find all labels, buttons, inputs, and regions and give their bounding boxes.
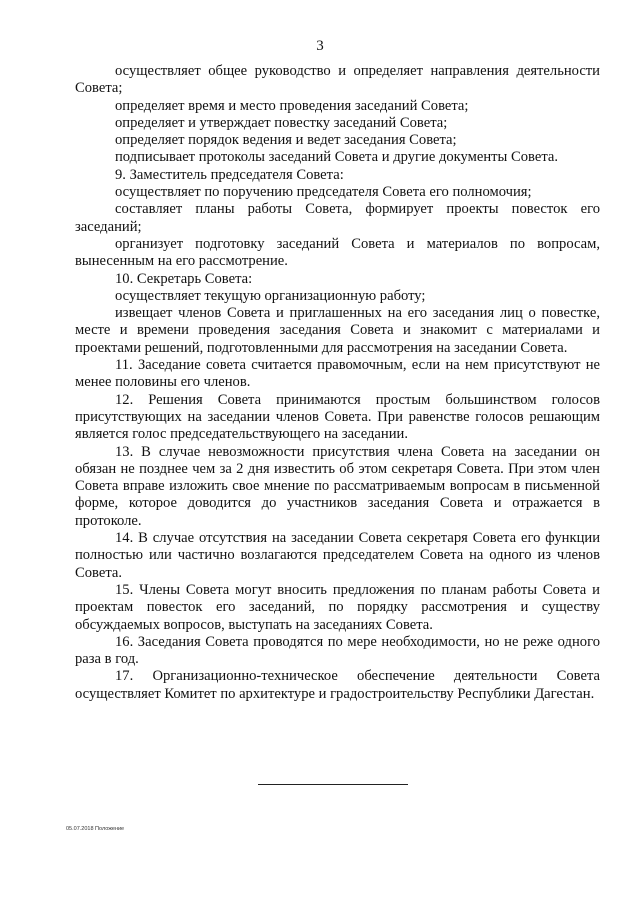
numbered-paragraph: 12. Решения Совета принимаются простым большинством голосов присутствующих на заседании членов Совета. При равенстве голосов решающим является голос председательствующего на заседании. — [75, 391, 600, 443]
paragraph: осуществляет текущую организационную работу; — [115, 287, 426, 304]
paragraph: определяет время и место проведения заседаний Совета; — [115, 97, 469, 114]
numbered-paragraph: 11. Заседание совета считается правомочным, если на нем присутствуют не менее половины его членов. — [75, 357, 600, 391]
numbered-paragraph: 13. В случае невозможности присутствия члена Совета на заседании он обязан не позднее чем за 2 дня известить об этом секретаря Совета. При этом член Совета вправе изложить свое мнение по рассматриваемым вопросам в письменной форме, которое доводится до участников заседания Совета и отражается в протоколе. — [75, 443, 600, 529]
section-heading: 10. Секретарь Совета: — [115, 270, 253, 287]
paragraph: осуществляет по поручению председателя Совета его полномочия; — [115, 184, 532, 201]
numbered-paragraph: 14. В случае отсутствия на заседании Совета секретаря Совета его функции полностью или частично возлагаются председателем Совета на одного из членов Совета. — [75, 530, 600, 581]
paragraph: осуществляет общее руководство и определяет направления деятельности Совета; — [75, 63, 600, 97]
paragraph: определяет и утверждает повестку заседаний Совета; — [115, 114, 448, 131]
numbered-paragraph: 16. Заседания Совета проводятся по мере необходимости, но не реже одного раза в год. — [75, 633, 600, 668]
footer-note: 05.07.2018 Положение — [66, 826, 125, 832]
paragraph: организует подготовку заседаний Совета и материалов по вопросам, вынесенным на его рассмотрение. — [75, 235, 600, 270]
end-separator-line — [258, 784, 408, 785]
paragraph: составляет планы работы Совета, формирует проекты повесток его заседаний; — [75, 201, 600, 235]
paragraph: определяет порядок ведения и ведет заседания Совета; — [115, 132, 457, 149]
paragraph: извещает членов Совета и приглашенных на его заседания лиц о повестке, месте и времени проведения заседания Совета и знакомит с материалами и проектами решений, подготовленными для рассмотрения на заседании Совета. — [75, 305, 600, 356]
numbered-paragraph: 15. Члены Совета могут вносить предложения по планам работы Совета и проектам повесток его заседаний, по порядку рассмотрения и существу обсуждаемых вопросов, выступать на заседаниях Совета. — [75, 581, 600, 633]
paragraph: подписывает протоколы заседаний Совета и другие документы Совета. — [115, 149, 558, 166]
section-heading: 9. Заместитель председателя Совета: — [115, 166, 344, 183]
page-number: 3 — [316, 38, 324, 54]
numbered-paragraph: 17. Организационно-техническое обеспечение деятельности Совета осуществляет Комитет по архитектуре и градостроительству Республики Дагестан. — [75, 668, 600, 702]
document-body — [75, 63, 600, 703]
